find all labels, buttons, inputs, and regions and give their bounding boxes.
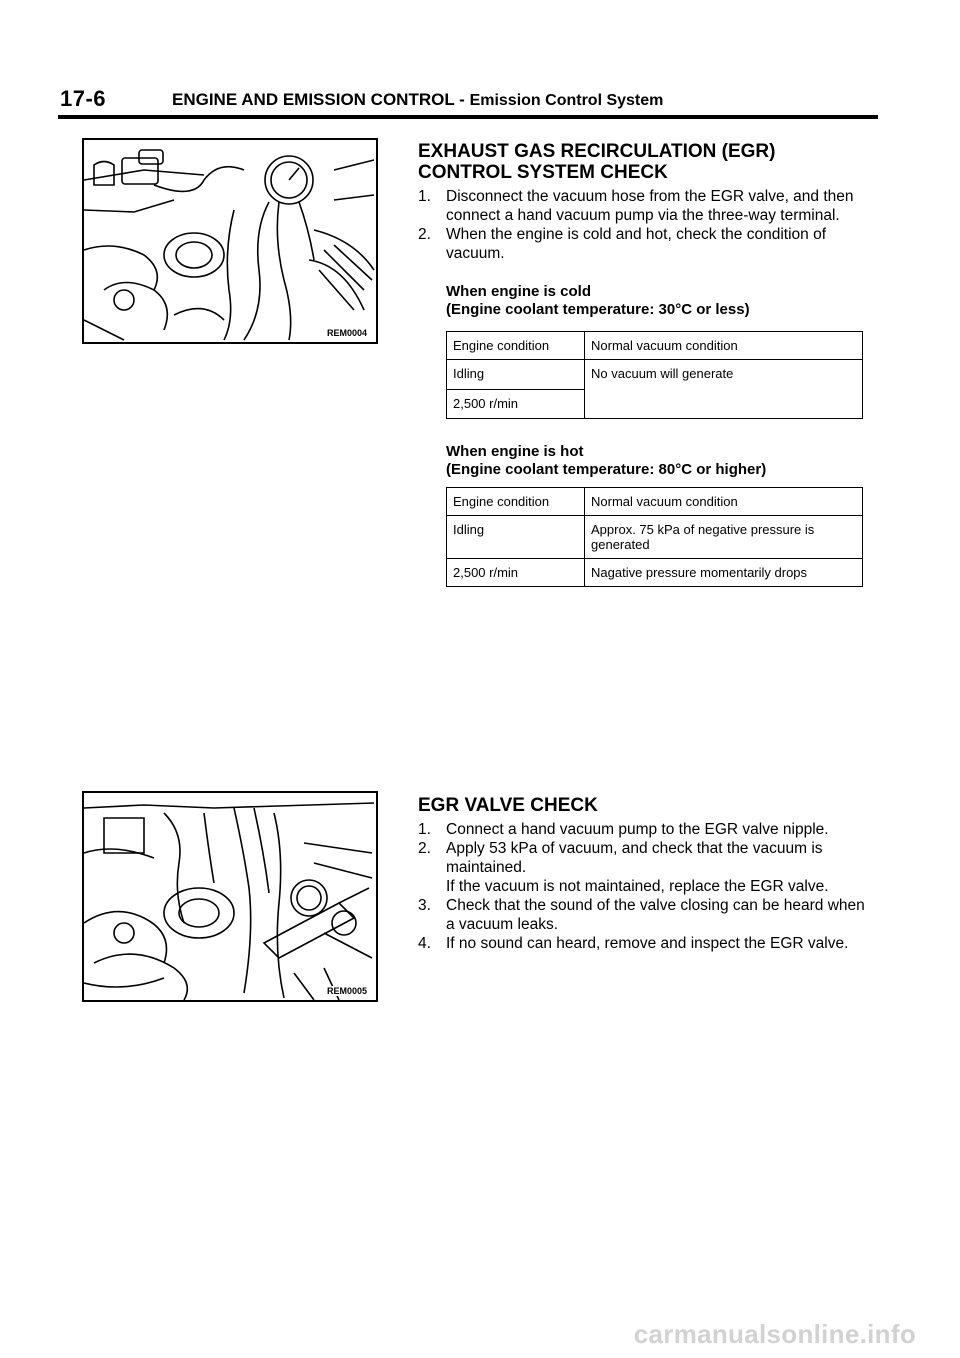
subsection-title: Emission Control System (469, 92, 664, 109)
engine-vacuum-gauge-illustration (84, 140, 376, 342)
table-row (447, 516, 863, 559)
step-item: 2. When the engine is cold and hot, check the condition of vacuum. (418, 226, 826, 262)
heading-line-1: EXHAUST GAS RECIRCULATION (EGR) (418, 141, 776, 162)
egr-system-figure (82, 138, 378, 344)
table-cell: 2,500 r/min (447, 389, 585, 419)
step-item: 2. Apply 53 kPa of vacuum, and check that the vacuum is maintained. (418, 840, 823, 876)
egr-system-steps (418, 187, 870, 263)
table-row (447, 559, 863, 587)
egr-valve-steps (418, 820, 870, 953)
table-header-row (447, 488, 863, 516)
table-header-cell: Normal vacuum condition (585, 488, 863, 516)
watermark: carmanualsonline.info (633, 1319, 916, 1349)
figure-code: REM0005 (326, 986, 367, 996)
table-header-row (447, 332, 863, 360)
table-row (447, 360, 863, 390)
table-cell: 2,500 r/min (447, 559, 585, 587)
table-header-cell: Engine condition (447, 332, 585, 360)
page-header-title (172, 90, 663, 110)
egr-valve-figure (82, 791, 378, 1002)
figure-code: REM0004 (326, 328, 367, 338)
table-header-cell: Normal vacuum condition (585, 332, 863, 360)
step-item: 1. Disconnect the vacuum hose from the EGR valve, and then connect a hand vacuum pump via the three-way terminal. (418, 188, 854, 224)
table-cell: No vacuum will generate (585, 360, 863, 419)
hot-condition-table (446, 487, 863, 587)
table-cell: Idling (447, 360, 585, 390)
cold-condition-label: When engine is cold (Engine coolant temperature: 30°C or less) (446, 283, 750, 318)
hot-condition-label: When engine is hot (Engine coolant temperature: 80°C or higher) (446, 443, 767, 478)
table-cell: Approx. 75 kPa of negative pressure is generated (585, 516, 863, 559)
cold-condition-table (446, 331, 863, 419)
egr-valve-heading: EGR VALVE CHECK (418, 795, 598, 816)
table-header-cell: Engine condition (447, 488, 585, 516)
section-title: ENGINE AND EMISSION CONTROL (172, 90, 455, 109)
heading-line-2: CONTROL SYSTEM CHECK (418, 162, 668, 183)
step-item: 3. Check that the sound of the valve closing can be heard when a vacuum leaks. (418, 897, 865, 933)
table-cell: Nagative pressure momentarily drops (585, 559, 863, 587)
header-rule (58, 115, 878, 119)
header-separator: - (459, 90, 465, 109)
egr-system-heading (418, 141, 775, 183)
step-item: 4. If no sound can heard, remove and inspect the EGR valve. (418, 935, 849, 952)
step-note: If the vacuum is not maintained, replace the EGR valve. (446, 878, 829, 895)
egr-valve-pump-illustration (84, 793, 376, 1000)
page-number: 17-6 (60, 86, 107, 111)
step-item: 1. Connect a hand vacuum pump to the EGR valve nipple. (418, 821, 829, 838)
table-cell: Idling (447, 516, 585, 559)
